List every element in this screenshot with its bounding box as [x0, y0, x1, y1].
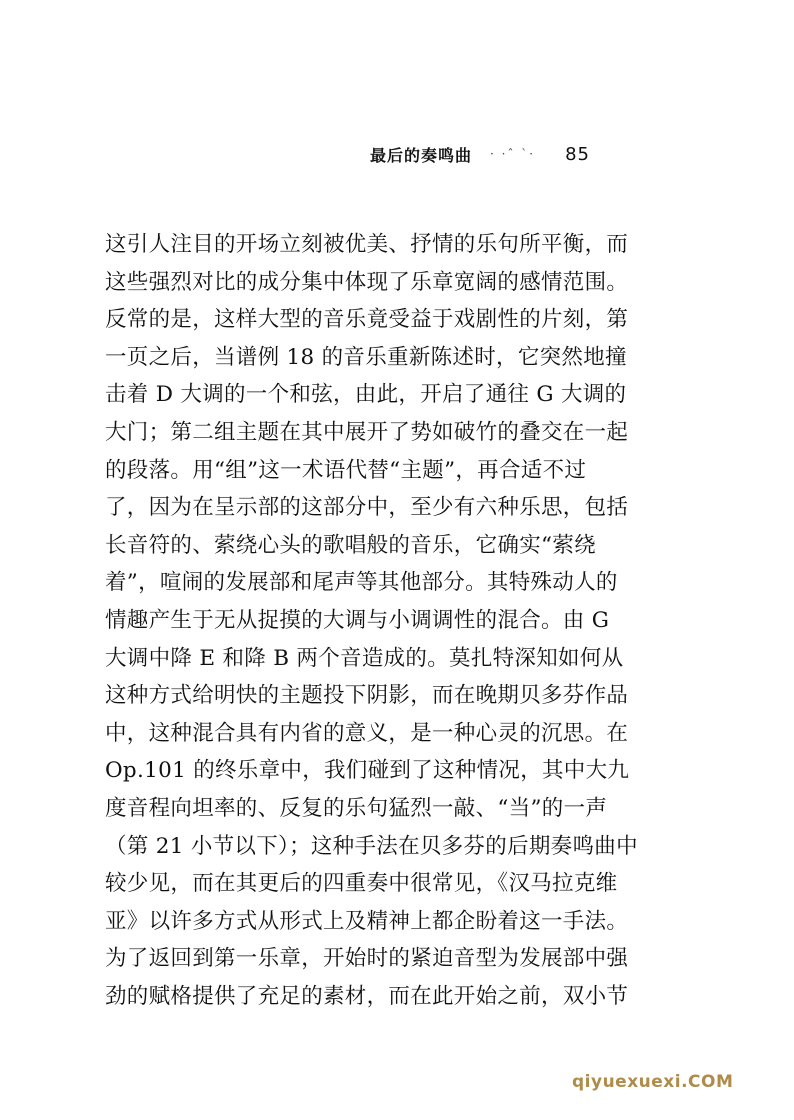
text-line: 着”，喧闹的发展部和尾声等其他部分。其特殊动人的 — [105, 570, 618, 596]
text-line: 这种方式给明快的主题投下阴影，而在晚期贝多芬作品 — [105, 683, 629, 709]
text-line: 较少见，而在其更后的四重奏中很常见，《汉马拉克维 — [105, 871, 618, 897]
text-line: 这些强烈对比的成分集中体现了乐章宽阔的感情范围。 — [105, 269, 629, 295]
text-line: 为了返回到第一乐章，开始时的紧迫音型为发展部中强 — [105, 946, 629, 972]
text-line: 大调中降 E 和降 B 两个音造成的。莫扎特深知如何从 — [105, 645, 624, 671]
text-line: （第 21 小节以下）；这种手法在贝多芬的后期奏鸣曲中 — [105, 833, 638, 859]
text-line: 了，因为在呈示部的这部分中，至少有六种乐思，包括 — [105, 495, 629, 521]
text-line: 击着 D 大调的一个和弦，由此，开启了通往 G 大调的 — [105, 382, 627, 408]
text-line: 这引人注目的开场立刻被优美、抒情的乐句所平衡，而 — [105, 232, 629, 257]
body-text — [105, 226, 670, 1015]
text-line: 一页之后，当谱例 18 的音乐重新陈述时，它突然地撞 — [105, 344, 627, 370]
page-number: 85 — [565, 143, 590, 165]
text-line: 度音程向坦率的、反复的乐句猛烈一敲、“当”的一声 — [105, 795, 608, 821]
running-head-title: 最后的奏鸣曲 — [370, 145, 473, 165]
text-line: Op.101 的终乐章中，我们碰到了这种情况，其中大九 — [105, 758, 630, 784]
text-line: 情趣产生于无从捉摸的大调与小调调性的混合。由 G — [105, 607, 610, 633]
text-line: 反常的是，这样大型的音乐竟受益于戏剧性的片刻，第 — [105, 307, 629, 333]
text-line: 大门；第二组主题在其中展开了势如破竹的叠交在一起 — [105, 419, 629, 445]
text-line: 长音符的、萦绕心头的歌唱般的音乐，它确实“萦绕 — [105, 532, 596, 558]
text-line: 劲的赋格提供了充足的素材，而在此开始之前，双小节 — [105, 983, 629, 1009]
text-line: 亚》以许多方式从形式上及精神上都企盼着这一手法。 — [105, 908, 629, 934]
running-head — [370, 140, 590, 168]
text-line: 的段落。用“组”这一术语代替“主题”，再合适不过 — [105, 457, 587, 483]
site-watermark: qiyuexuexi.COM — [572, 1072, 734, 1092]
text-line: 中，这种混合具有内省的意义，是一种心灵的沉思。在 — [105, 720, 629, 746]
running-head-ornament: · ·ˆ ˋ· — [490, 147, 536, 161]
